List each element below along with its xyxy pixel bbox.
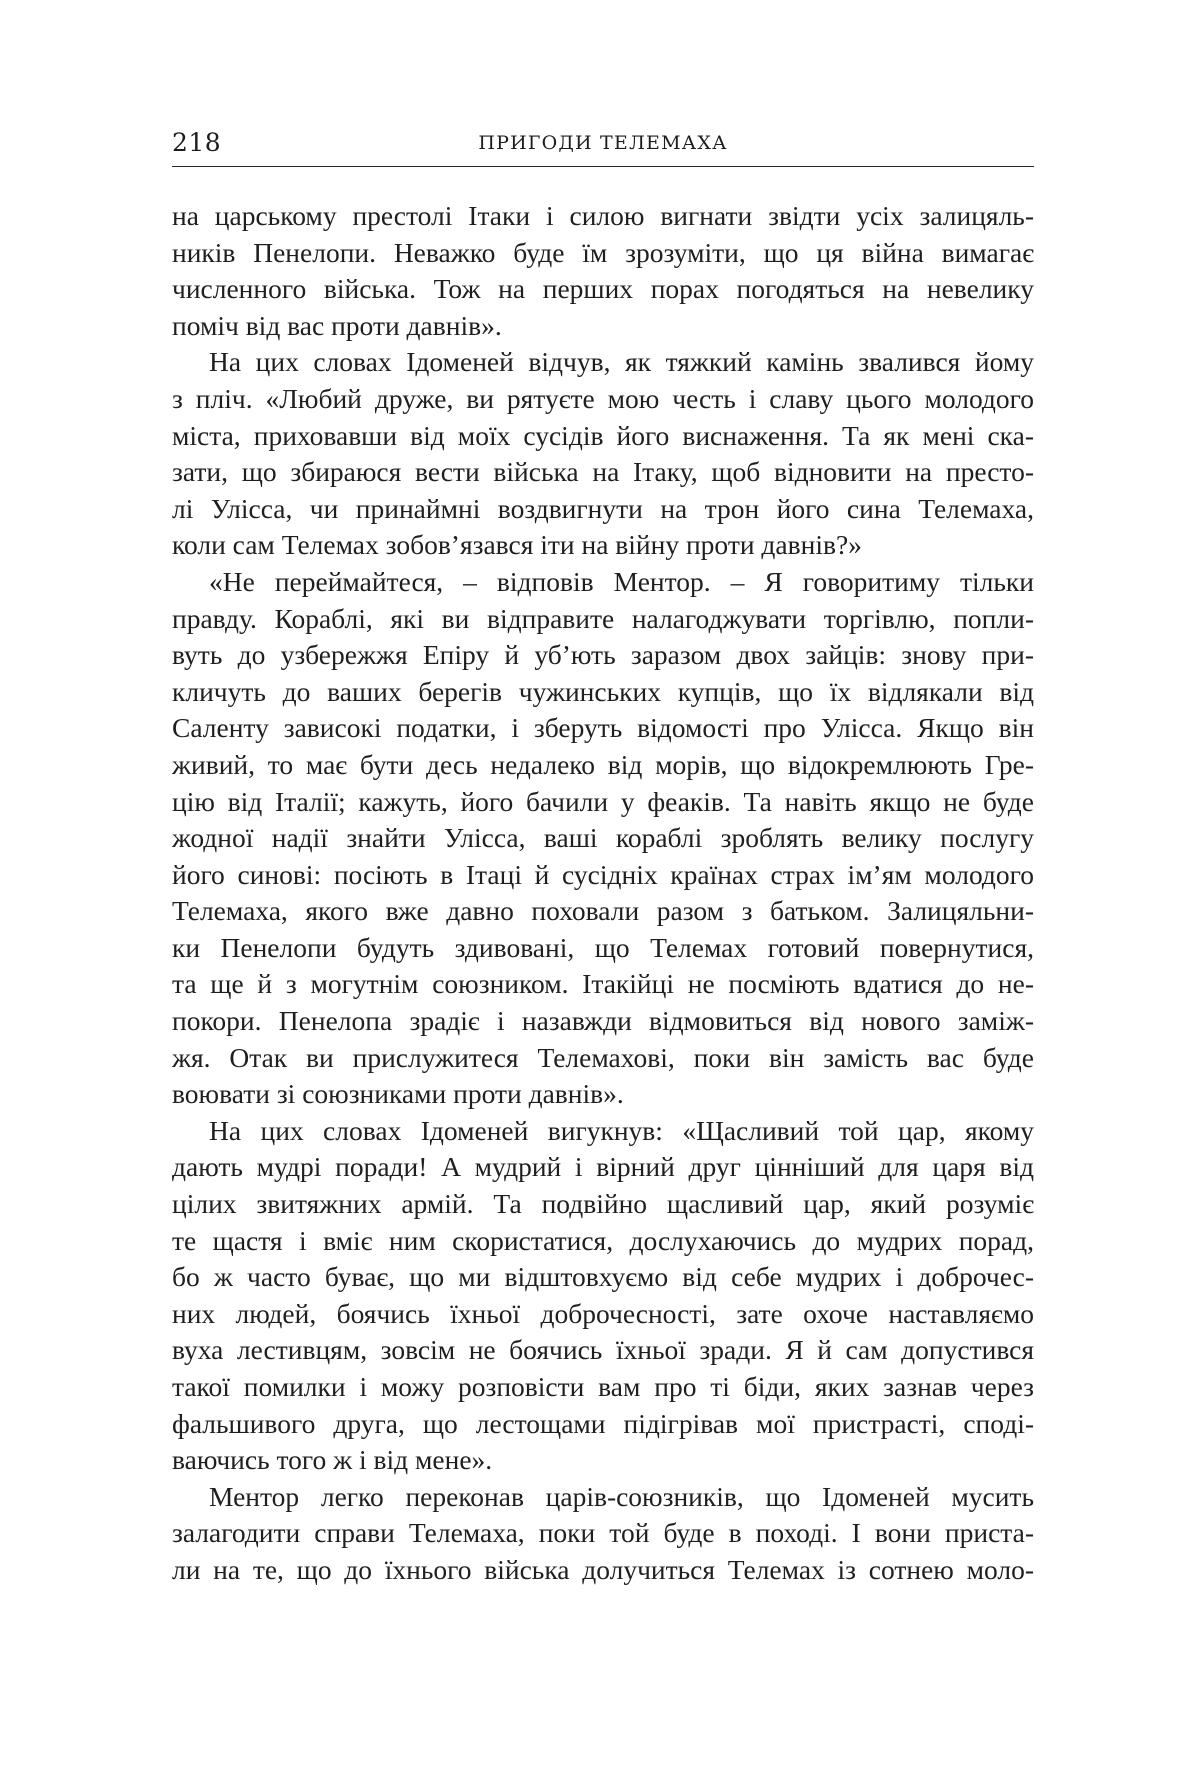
page-number: 218: [172, 128, 222, 157]
text-line: ли на те, що до їхнього війська долучиться Телемах із сотнею моло-: [172, 1553, 1034, 1585]
text-line: такої помилки і можу розповісти вам про ті біди, яких зазнав через: [172, 1371, 1034, 1402]
text-line: та ще й з могутнім союзником. Ітакійці не посміють вдатися до не-: [172, 968, 1034, 1000]
text-line: те щастя і вміє ним скористатися, дослухаючись до мудрих порад,: [172, 1224, 1034, 1256]
text-line: бо ж часто буває, що ми відштовхуємо від себе мудрих і доброчес-: [172, 1261, 1034, 1293]
text-line: цілих звитяжних армій. Та подвійно щасливий цар, який розуміє: [172, 1188, 1034, 1220]
text-line: міста, приховавши від моїх сусідів його виснаження. Та як мені ска-: [172, 419, 1034, 451]
text-line: численного війська. Тож на перших порах погодяться на невелику: [172, 273, 1034, 305]
text-line: ваючись того ж і від мене».: [172, 1444, 493, 1476]
text-line: них людей, боячись їхньої доброчесності, зате охоче наставляємо: [172, 1297, 1034, 1329]
book-title: ПРИГОДИ ТЕЛЕМАХА: [478, 132, 728, 154]
text-line: його синові: посіють в Ітаці й сусідніх країнах страх ім’ям молодого: [172, 858, 1034, 890]
text-line: залагодити справи Телемаха, поки той буде в поході. І вони приста-: [172, 1517, 1034, 1549]
text-line: правду. Кораблі, які ви відправите налагоджувати торгівлю, попли-: [172, 602, 1034, 634]
text-line: коли сам Телемах зобов’язався іти на війну проти давнів?»: [172, 529, 862, 561]
text-line: ників Пенелопи. Неважко буде їм зрозуміти, що ця війна вимагає: [172, 236, 1034, 268]
text-line: На цих словах Ідоменей відчув, як тяжкий камінь звалився йому: [209, 346, 1034, 378]
text-line: живий, то має бути десь недалеко від морів, що відокремлюють Гре-: [172, 748, 1034, 780]
text-line: цію від Італії; кажуть, його бачили у феаків. Та навіть якщо не буде: [172, 785, 1034, 817]
text-line: з пліч. «Любий друже, ви рятуєте мою честь і славу цього молодого: [172, 382, 1034, 414]
body-text: [172, 198, 1034, 1589]
text-line: покори. Пенелопа зрадіє і назавжди відмовиться від нового заміж-: [172, 1005, 1034, 1037]
text-line: вуха лестивцям, зовсім не боячись їхньої зради. Я й сам допустився: [172, 1334, 1034, 1366]
text-line: ки Пенелопи будуть здивовані, що Телемах готовий повернутися,: [172, 931, 1034, 963]
text-line: вуть до узбережжя Епіру й уб’ють заразом двох зайців: знову при-: [172, 639, 1034, 671]
text-line: Ментор легко переконав царів-союзників, що Ідоменей мусить: [209, 1480, 1034, 1512]
text-line: Саленту зависокі податки, і зберуть відомості про Улісса. Якщо він: [172, 712, 1034, 744]
text-line: Телемаха, якого вже давно поховали разом з батьком. Залицяльни-: [172, 895, 1034, 927]
text-line: дають мудрі поради! А мудрий і вірний друг цінніший для царя від: [172, 1151, 1034, 1183]
text-line: «Не переймайтеся, – відповів Ментор. – Я говоритиму тільки: [209, 565, 1034, 597]
text-line: зати, що збираюся вести війська на Ітаку, щоб відновити на престо-: [172, 456, 1034, 488]
text-line: на царському престолі Ітаки і силою вигнати звідти усіх залицяль-: [172, 200, 1034, 231]
text-line: лі Улісса, чи принаймні воздвигнути на трон його сина Телемаха,: [172, 492, 1034, 524]
text-line: жодної надії знайти Улісса, ваші кораблі зроблять велику послугу: [172, 822, 1034, 854]
text-line: жя. Отак ви прислужитеся Телемахові, поки він замість вас буде: [172, 1041, 1034, 1073]
text-line: воювати зі союзниками проти давнів».: [172, 1078, 624, 1110]
text-line: На цих словах Ідоменей вигукнув: «Щасливий той цар, якому: [209, 1114, 1034, 1146]
text-line: кличуть до ваших берегів чужинських купців, що їх відлякали від: [172, 675, 1034, 707]
text-line: фальшивого друга, що лестощами підігрівав мої пристрасті, сподi-: [172, 1407, 1034, 1439]
running-head: [172, 126, 1034, 167]
text-line: поміч від вас проти давнів».: [172, 309, 502, 341]
